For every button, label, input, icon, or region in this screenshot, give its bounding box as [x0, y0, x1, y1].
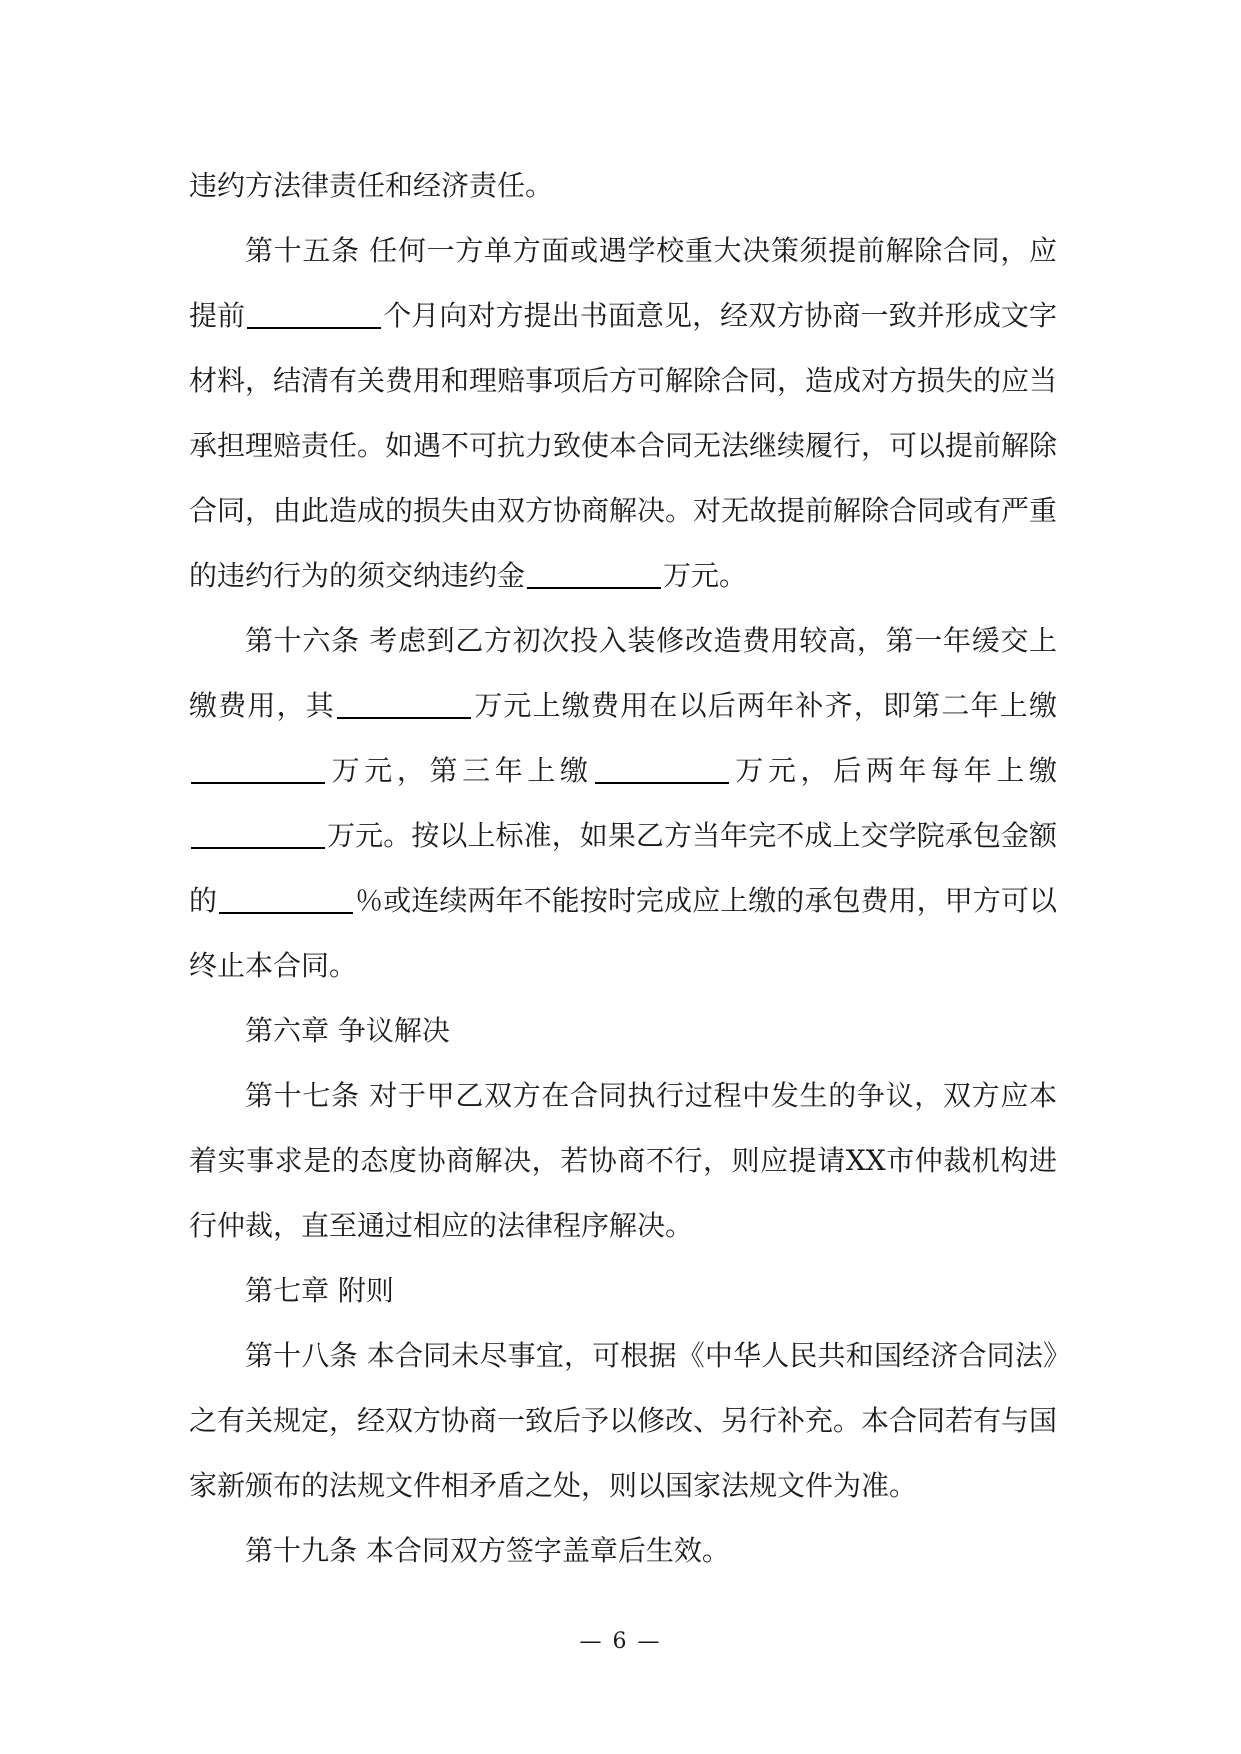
fill-blank-year2-amount[interactable] [191, 752, 325, 784]
paragraph-article-19: 第十九条 本合同双方签字盖章后生效。 [245, 1534, 730, 1567]
fill-blank-later-years-amount[interactable] [191, 817, 325, 849]
article-15-text-a: 第十五条 任何一方单方面或遇学校重大决策须提前解除合同，应提前 [189, 234, 1057, 332]
fill-blank-deferred-amount[interactable] [337, 687, 471, 719]
article-16-text-a: 第十六条 考虑到乙方初次投入装修改造费用较高，第一年缓交上缴费用，其 [189, 624, 1057, 722]
article-16-text-d: 万元，后两年每年上缴 [730, 754, 1057, 787]
fill-blank-percentage[interactable] [219, 882, 353, 914]
fill-blank-penalty[interactable] [527, 557, 661, 589]
article-15-text-c: 万元。 [663, 559, 748, 592]
chapter-7-heading: 第七章 附则 [245, 1274, 394, 1307]
paragraph-article-16 [189, 608, 1057, 998]
article-16-text-f: ％或连续两年不能按时完成应上缴的承包费用，甲方可以终止本合同。 [189, 884, 1057, 982]
article-16-text-e: 万元。按以上标准，如果乙方当年完不成上交学院承包金额的 [189, 819, 1057, 917]
paragraph-article-17: 第十七条 对于甲乙双方在合同执行过程中发生的争议，双方应本着实事求是的态度协商解决，若协商不行，则应提请XX市仲裁机构进行仲裁，直至通过相应的法律程序解决。 [189, 1079, 1057, 1242]
page-number: — 6 — [579, 1629, 662, 1654]
article-15-text-b: 个月向对方提出书面意见，经双方协商一致并形成文字材料，结清有关费用和理赔事项后方可解除合同，造成对方损失的应当承担理赔责任。如遇不可抗力致使本合同无法继续履行，可以提前解除合同，由此造成的损失由双方协商解决。对无故提前解除合同或有严重的违约行为的须交纳违约金 [189, 299, 1058, 592]
paragraph-liability: 违约方法律责任和经济责任。 [189, 169, 554, 202]
article-16-text-c: 万元，第三年上缴 [327, 754, 593, 787]
fill-blank-notice-months[interactable] [247, 297, 381, 329]
fill-blank-year3-amount[interactable] [595, 752, 729, 784]
article-16-text-b: 万元上缴费用在以后两年补齐，即第二年上缴 [473, 689, 1057, 722]
chapter-6-heading: 第六章 争议解决 [245, 1014, 450, 1047]
document-body [189, 153, 1057, 1583]
paragraph-article-15 [189, 218, 1057, 608]
paragraph-article-18: 第十八条 本合同未尽事宜，可根据《中华人民共和国经济合同法》之有关规定，经双方协商一致后予以修改、另行补充。本合同若有与国家新颁布的法规文件相矛盾之处，则以国家法规文件为准。 [189, 1339, 1058, 1502]
